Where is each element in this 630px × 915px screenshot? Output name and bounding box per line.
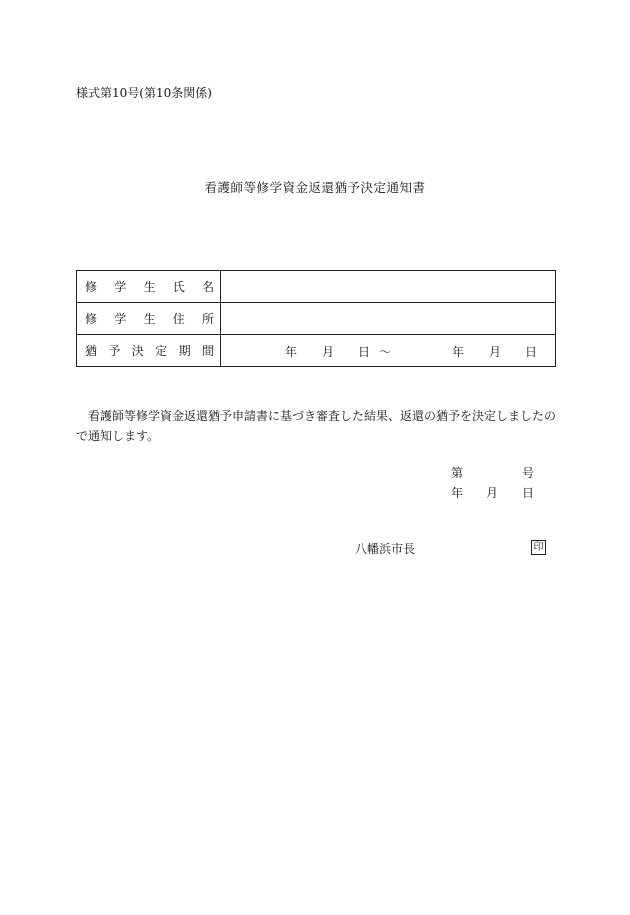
date-day: 日 <box>522 486 535 500</box>
doc-number-suffix: 号 <box>522 466 535 480</box>
label-char: 学 <box>114 280 127 294</box>
seal-mark-icon: 印 <box>531 540 546 555</box>
label-char: 住 <box>172 312 185 326</box>
label-char: 決 <box>131 344 144 358</box>
period-end-day: 日 <box>525 345 538 359</box>
label-deferral-period <box>77 335 221 367</box>
label-char: 猶 <box>85 344 98 358</box>
label-char: 学 <box>114 312 127 326</box>
period-end-month: 月 <box>489 345 502 359</box>
label-char: 修 <box>85 280 98 294</box>
period-end-year: 年 <box>452 345 465 359</box>
label-student-address <box>77 303 221 335</box>
period-start-year: 年 <box>285 345 298 359</box>
label-char: 生 <box>143 312 156 326</box>
value-student-address <box>221 303 556 335</box>
issuer-name: 八幡浜市長 <box>355 542 416 556</box>
label-char: 期 <box>178 344 191 358</box>
period-start-day: 日 <box>358 345 371 359</box>
label-char: 予 <box>108 344 121 358</box>
notice-body-text: 看護師等修学資金返還猶予申請書に基づき審査した結果、返還の猶予を決定しましたので通知します。 <box>76 409 557 443</box>
label-char: 氏 <box>172 280 185 294</box>
table-row-student-name <box>77 271 556 303</box>
doc-number-prefix: 第 <box>451 466 464 480</box>
label-char: 生 <box>143 280 156 294</box>
label-char: 修 <box>85 312 98 326</box>
document-title: 看護師等修学資金返還猶予決定通知書 <box>204 180 426 195</box>
label-char: 定 <box>155 344 168 358</box>
date-year: 年 <box>451 486 464 500</box>
info-table <box>76 270 556 367</box>
label-student-name <box>77 271 221 303</box>
period-tilde: 〜 <box>379 345 392 359</box>
label-char: 所 <box>201 312 214 326</box>
period-start-month: 月 <box>322 345 335 359</box>
date-month: 月 <box>486 486 499 500</box>
table-row-deferral-period <box>77 335 556 367</box>
value-student-name <box>221 271 556 303</box>
table-row-student-address <box>77 303 556 335</box>
form-number: 様式第10号(第10条関係) <box>76 86 212 100</box>
label-char: 名 <box>201 280 214 294</box>
label-char: 間 <box>201 344 214 358</box>
value-deferral-period <box>221 335 556 367</box>
